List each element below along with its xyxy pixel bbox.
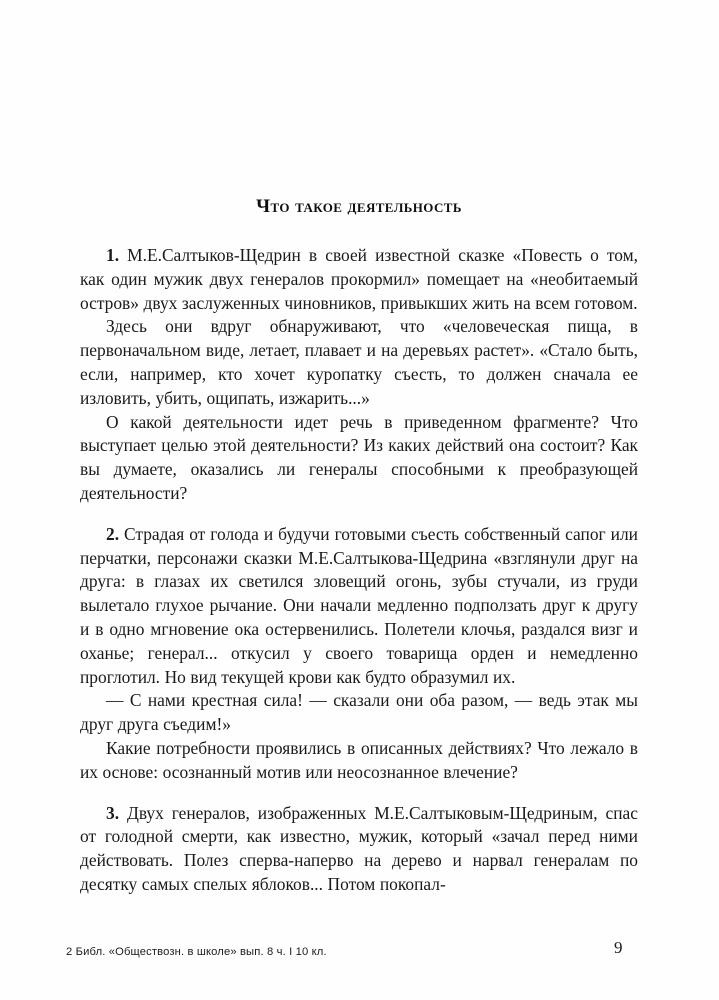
exercise-3-paragraph-1 (80, 802, 638, 897)
text-column (80, 196, 638, 897)
exercise-1-paragraph-2: Здесь они вдруг обнаруживают, что «человеческая пища, в первоначальном виде, летает, плавает и на деревьях растет». «Стало быть, если, например, кто хочет куропатку съесть, то должен сначала ее изловить, убить, ощипать, изжарить...» (80, 316, 638, 408)
exercise-1-paragraph-1 (80, 244, 638, 315)
exercise-2-number: 2. (106, 523, 120, 544)
exercise-1-paragraph-3: О какой деятельности идет речь в приведенном фрагменте? Что выступает целью этой деятельности? Из каких действий она состоит? Как вы думаете, оказались ли генералы способными к преобразующей деятельности? (80, 411, 638, 503)
exercise-1-text-1: М.Е.Салтыков-Щедрин в своей известной сказке «Повесть о том, как один мужик двух генералов прокормил» помещает на «необитаемый остров» двух заслуженных чиновников, привыкших жить на всем готовом. (80, 245, 638, 313)
exercise-2-paragraph-2: — С нами крестная сила! — сказали они оба разом, — ведь этак мы друг друга съедим!» (80, 690, 638, 735)
exercise-2-text-1: Страдая от голода и будучи готовыми съесть собственный сапог или перчатки, персонажи сказки М.Е.Салтыкова-Щедрина «взглянули друг на друга: в глазах их светился зловещий огонь, зубы стучали, из груди вылетало глухое рычание. Они начали медленно подползать друг к другу и в одно мгновение ока остервенились. Полетели клочья, раздался визг и оханье; генерал... откусил у своего товарища орден и немедленно проглотил. Но вид текущей крови как будто образумил их. (80, 523, 638, 687)
page-number: 9 (614, 938, 623, 957)
exercise-2-paragraph-3: Какие потребности проявились в описанных действиях? Что лежало в их основе: осознанный мотив или неосознанное влечение? (80, 737, 638, 782)
page-title: Что такое деятельность (256, 196, 462, 217)
exercise-3-number: 3. (106, 802, 120, 823)
exercise-2 (80, 523, 638, 785)
exercise-3-text-1: Двух генералов, изображенных М.Е.Салтыковым-Щедриным, спас от голодной смерти, как известно, мужик, который «зачал перед ними действовать. Полез сперва-наперво на дерево и нарвал генералам по десятку самых спелых яблоков... Потом покопал- (80, 802, 638, 894)
exercise-1-number: 1. (106, 245, 120, 265)
footer-signature: 2 Библ. «Обществозн. в школе» вып. 8 ч. I 10 кл. (66, 946, 327, 958)
exercise-1 (80, 244, 638, 506)
exercise-3 (80, 802, 638, 897)
exercise-2-paragraph-1 (80, 523, 638, 690)
